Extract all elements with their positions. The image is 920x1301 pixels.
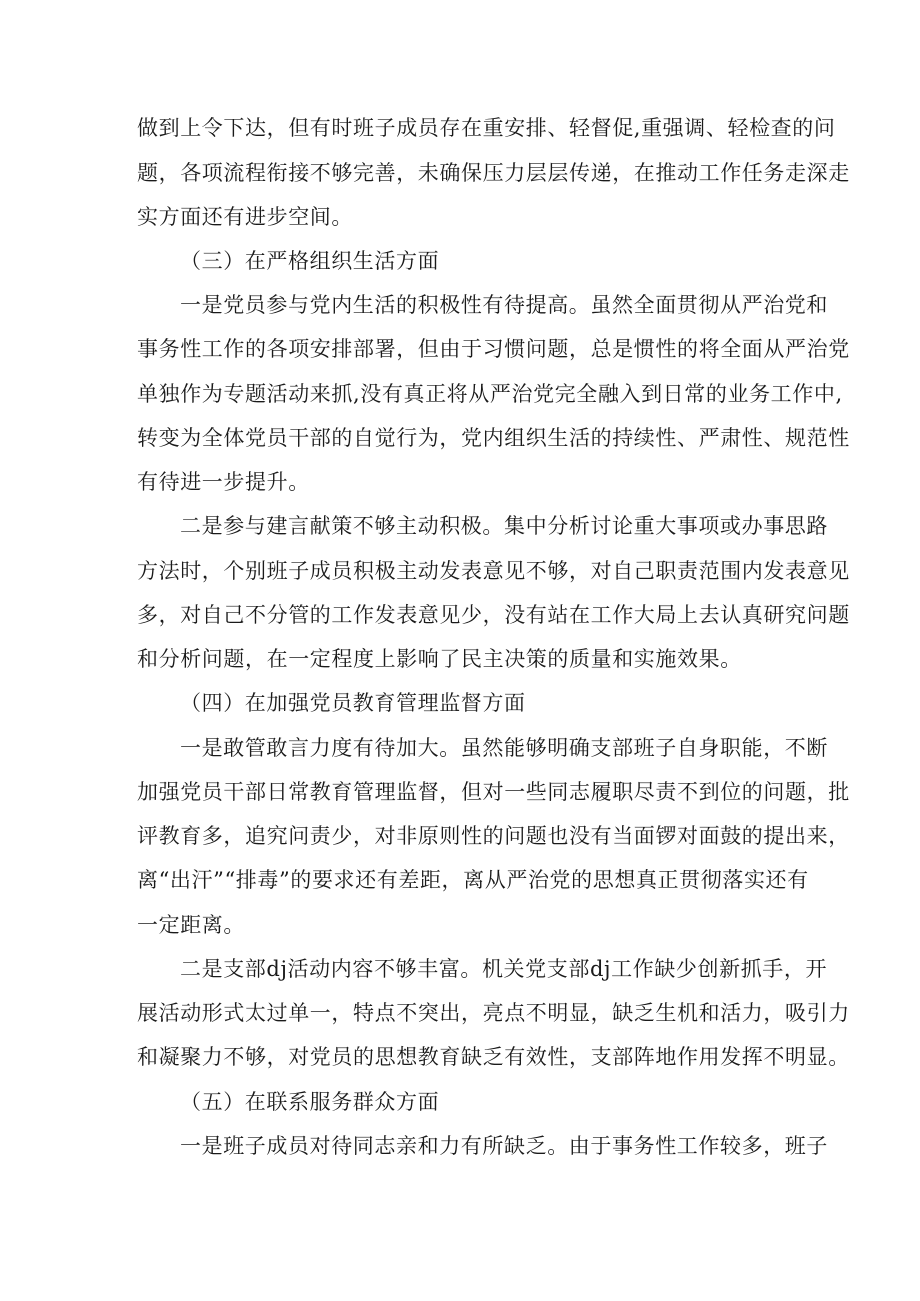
text-line: 二是参与建言献策不够主动积极。集中分析讨论重大事项或办事思路	[180, 514, 828, 538]
text-line: 一定距离。	[137, 913, 245, 937]
section-heading: （四）在加强党员教育管理监督方面	[180, 691, 526, 715]
text-line: 一是党员参与党内生活的积极性有待提高。虽然全面贯彻从严治党和	[180, 293, 828, 317]
text-line: 单独作为专题活动来抓,没有真正将从严治党完全融入到日常的业务工作中,	[137, 382, 843, 406]
text-line: 评教育多，追究问责少，对非原则性的问题也没有当面锣对面鼓的提出来，	[137, 824, 850, 848]
text-line: 和分析问题，在一定程度上影响了民主决策的质量和实施效果。	[137, 647, 742, 671]
text-line: 一是班子成员对待同志亲和力有所缺乏。由于事务性工作较多，班子	[180, 1134, 828, 1158]
text-line: 转变为全体党员干部的自觉行为，党内组织生活的持续性、严肃性、规范性	[137, 426, 850, 450]
text-line: 加强党员干部日常教育管理监督，但对一些同志履职尽责不到位的问题，批	[137, 780, 850, 804]
text-line: 展活动形式太过单一，特点不突出，亮点不明显，缺乏生机和活力，吸引力	[137, 1001, 850, 1025]
text-line: 多，对自己不分管的工作发表意见少，没有站在工作大局上去认真研究问题	[137, 603, 850, 627]
text-line: 实方面还有进步空间。	[137, 205, 353, 229]
text-line: 和凝聚力不够，对党员的思想教育缺乏有效性，支部阵地作用发挥不明显。	[137, 1045, 850, 1069]
section-heading: （五）在联系服务群众方面	[180, 1090, 440, 1114]
text-line: 做到上令下达，但有时班子成员存在重安排、轻督促,重强调、轻检查的问	[137, 116, 836, 140]
text-line: 离“出汗”“排毒”的要求还有差距，离从严治党的思想真正贯彻落实还有	[137, 868, 809, 892]
text-line: 方法时，个别班子成员积极主动发表意见不够，对自己职责范围内发表意见	[137, 559, 850, 583]
text-line: 二是支部dj活动内容不够丰富。机关党支部dj工作缺少创新抓手，开	[180, 957, 828, 981]
text-line: 一是敢管敢言力度有待加大。虽然能够明确支部班子自身职能，不断	[180, 736, 828, 760]
text-line: 事务性工作的各项安排部署，但由于习惯问题，总是惯性的将全面从严治党	[137, 337, 850, 361]
text-line: 题，各项流程衔接不够完善，未确保压力层层传递，在推动工作任务走深走	[137, 161, 850, 185]
text-line: 有待进一步提升。	[137, 470, 310, 494]
section-heading: （三）在严格组织生活方面	[180, 249, 440, 273]
